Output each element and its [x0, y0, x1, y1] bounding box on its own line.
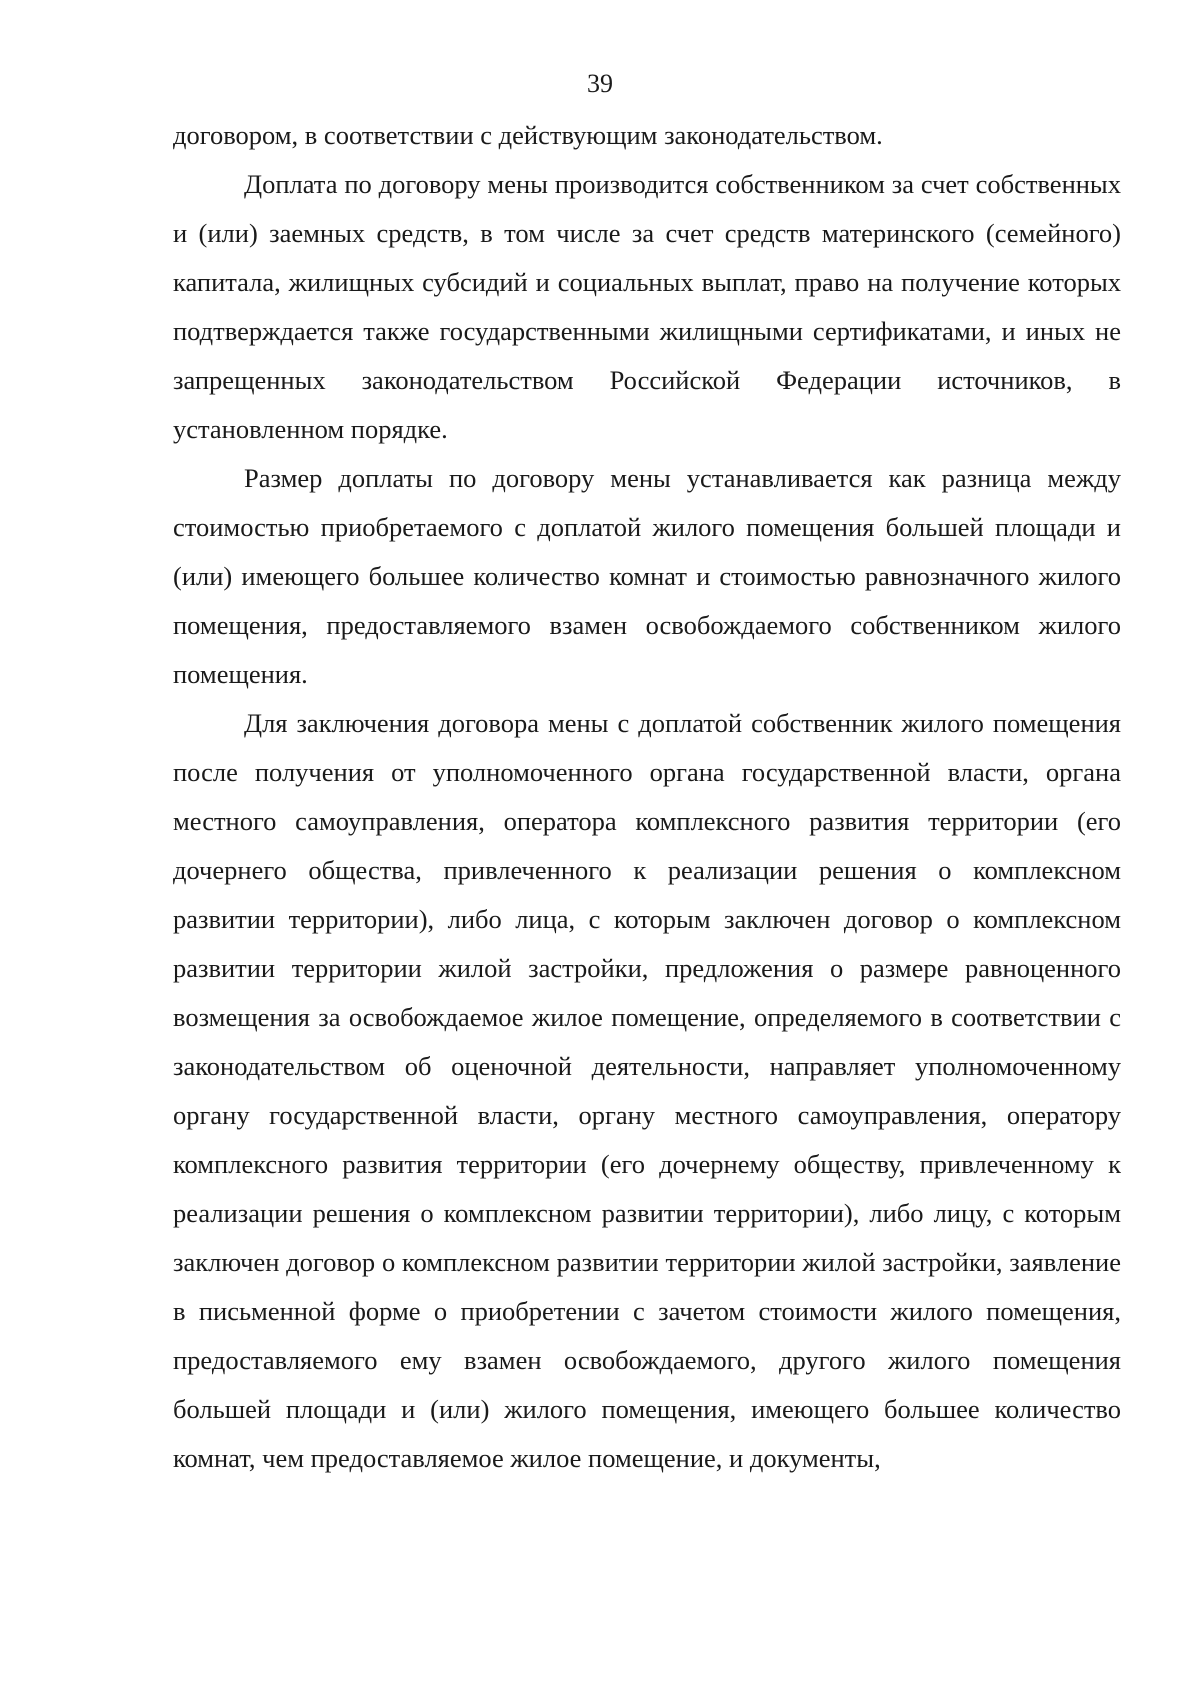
page-number: 39 [587, 69, 613, 98]
paragraph-continuation: договором, в соответствии с действующим законодательством. [173, 120, 883, 150]
document-body [173, 111, 1121, 1483]
paragraph-payment-amount: Размер доплаты по договору мены устанавливается как разница между стоимостью приобретаемого с доплатой жилого помещения большей площади и (или) имеющего большее количество комнат и стоимостью равнозначного жилого помещения, предоставляемого взамен освобождаемого собственником жилого помещения. [173, 463, 1121, 689]
paragraph-payment-sources: Доплата по договору мены производится собственником за счет собственных и (или) заемных средств, в том числе за счет средств материнского (семейного) капитала, жилищных субсидий и социальных выплат, право на получение которых подтверждается также государственными жилищными сертификатами, и иных не запрещенных законодательством Российской Федерации источников, в установленном порядке. [173, 169, 1121, 444]
paragraph-contract-procedure: Для заключения договора мены с доплатой собственник жилого помещения после получения от уполномоченного органа государственной власти, органа местного самоуправления, оператора комплексного развития территории (его дочернего общества, привлеченного к реализации решения о комплексном развитии территории), либо лица, с которым заключен договор о комплексном развитии территории жилой застройки, предложения о размере равноценного возмещения за освобождаемое жилое помещение, определяемого в соответствии с законодательством об оценочной деятельности, направляет уполномоченному органу государственной власти, органу местного самоуправления, оператору комплексного развития территории (его дочернему обществу, привлеченному к реализации решения о комплексном развитии территории), либо лицу, с которым заключен договор о комплексном развитии территории жилой застройки, заявление в письменной форме о приобретении с зачетом стоимости жилого помещения, предоставляемого ему взамен освобождаемого, другого жилого помещения большей площади и (или) жилого помещения, имеющего большее количество комнат, чем предоставляемое жилое помещение, и документы, [173, 708, 1121, 1473]
